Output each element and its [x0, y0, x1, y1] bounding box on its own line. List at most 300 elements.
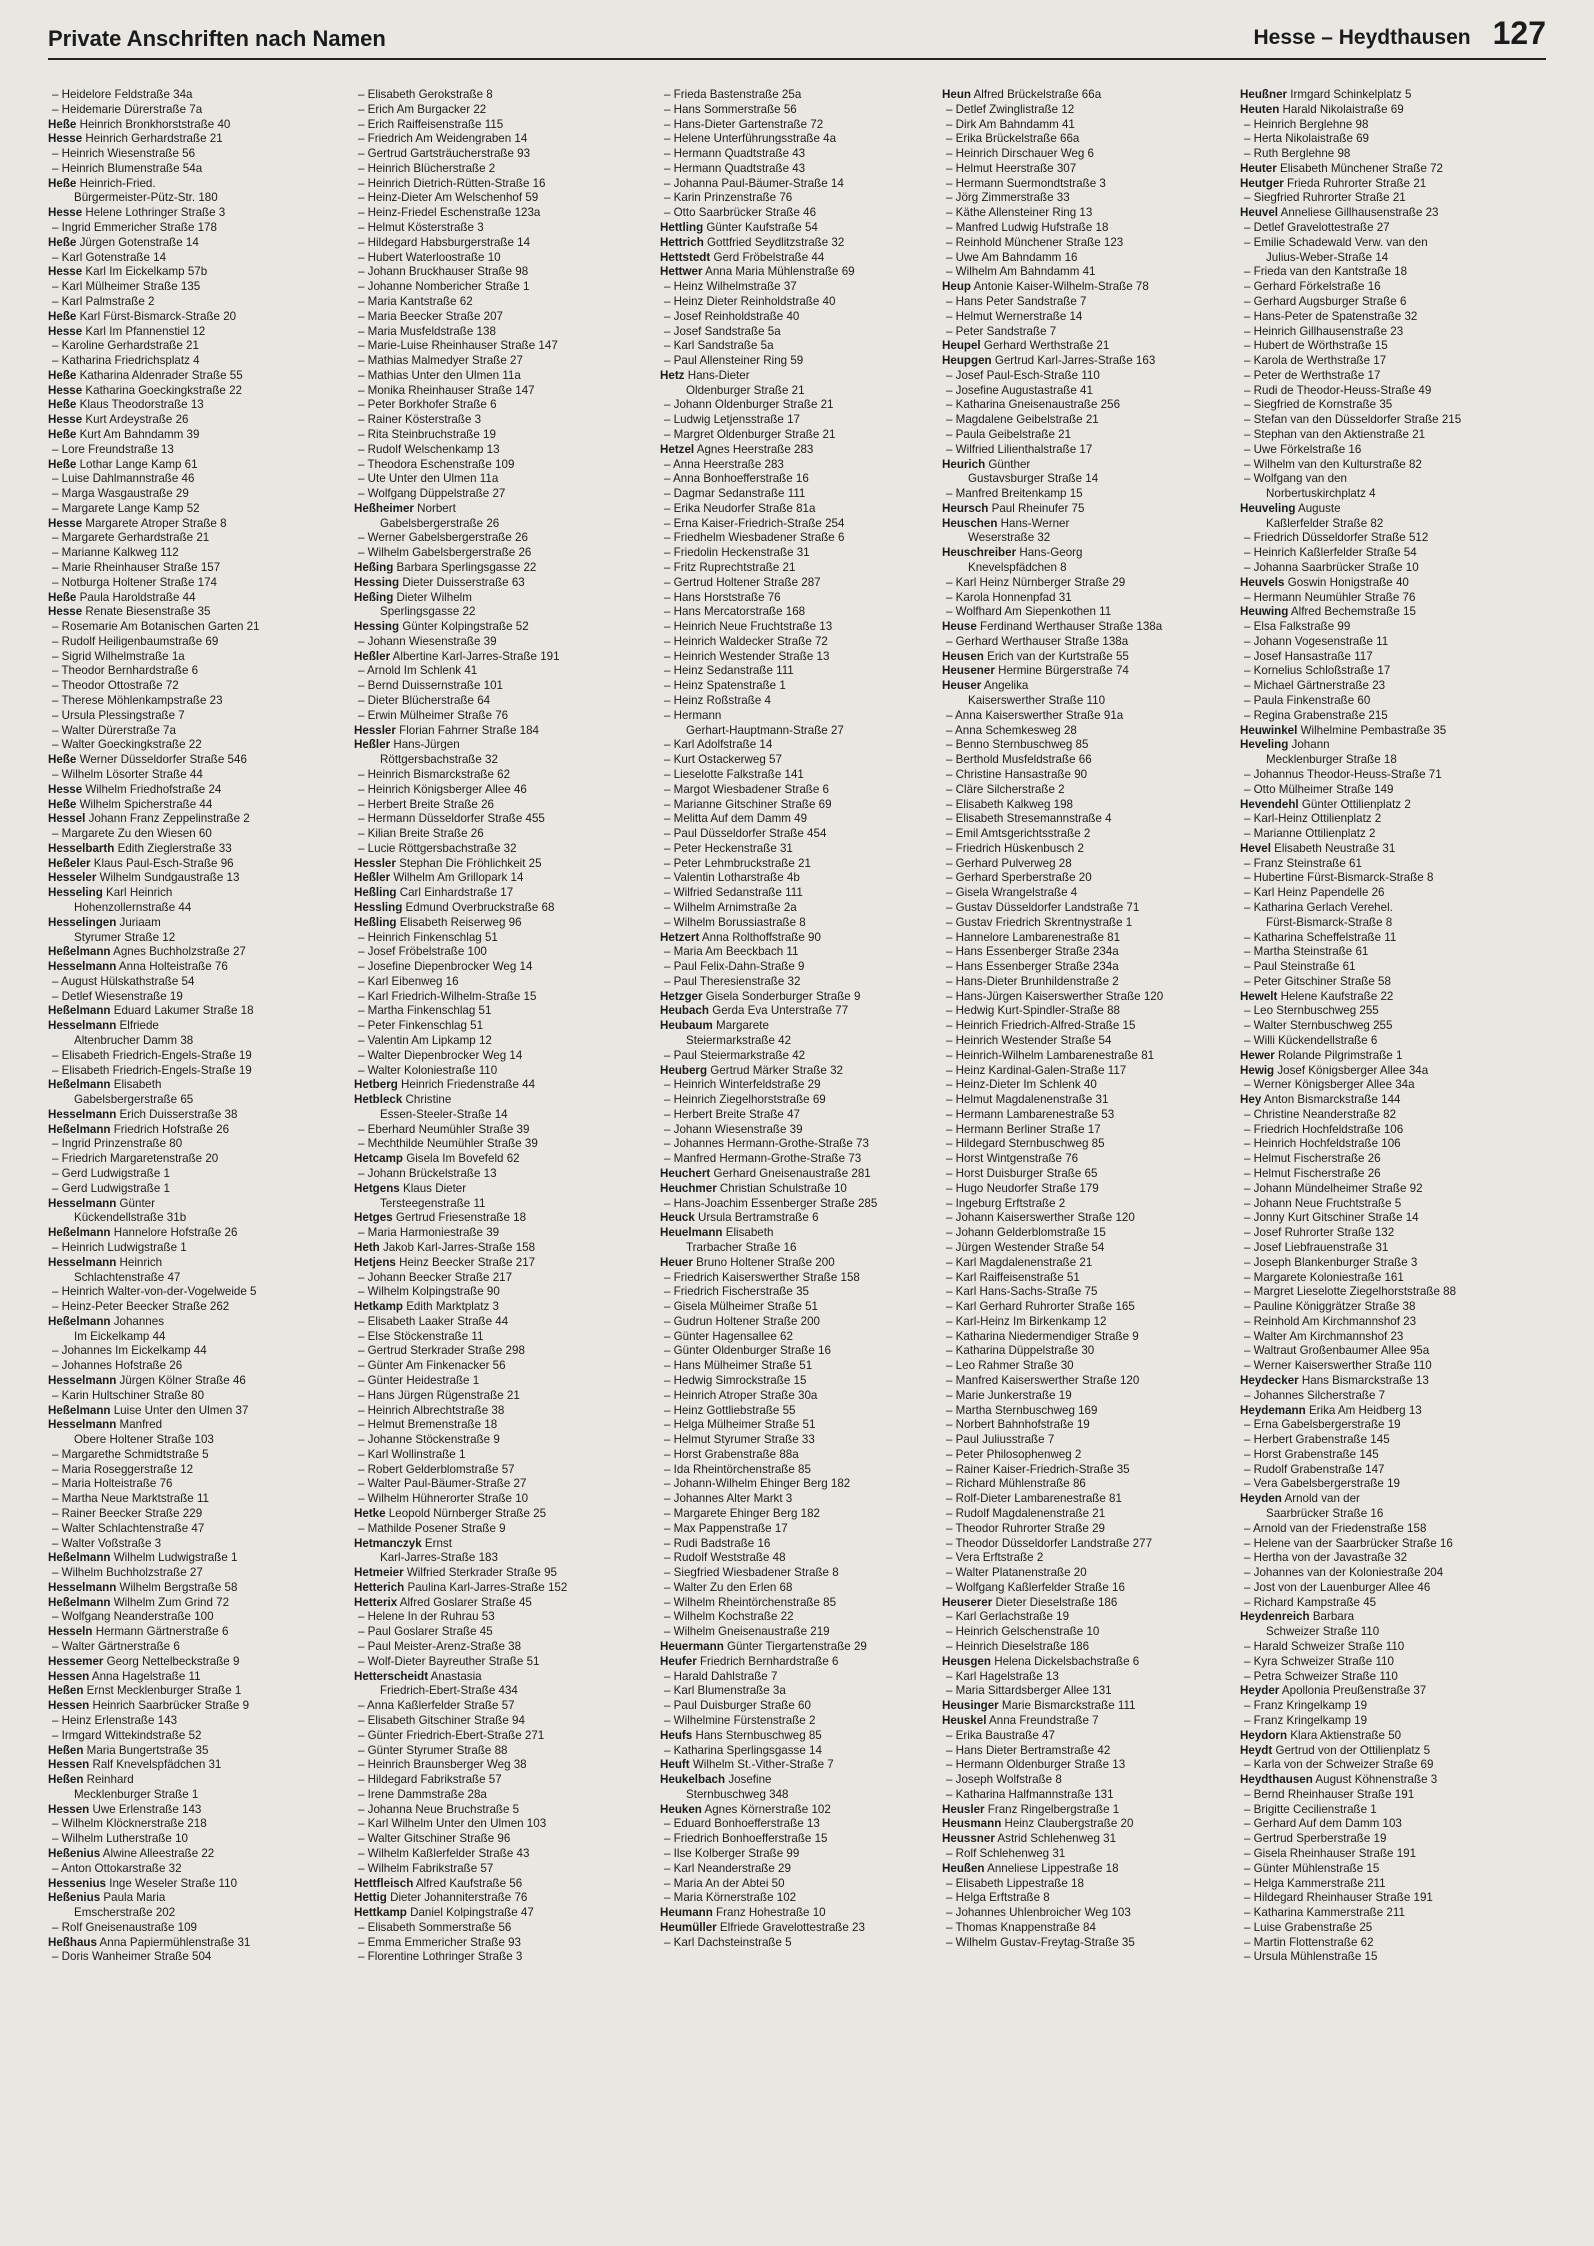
listing-entry: – Heinrich Berglehne 98	[1244, 117, 1369, 131]
listing-entry: – Theodora Eschenstraße 109	[358, 457, 515, 471]
surname: Hesse	[48, 782, 83, 796]
listing-entry: Hetkamp Edith Marktplatz 3	[354, 1300, 499, 1314]
listing-entry: – Josefine Augustastraße 41	[946, 383, 1093, 397]
surname: Heußen	[942, 1861, 985, 1875]
listing-entry: – Elisabeth Gitschiner Straße 94	[358, 1713, 525, 1727]
listing-entry: – Hans-Jürgen Kaiserswerther Straße 120	[946, 989, 1164, 1003]
listing-entry: Oldenburger Straße 21	[686, 383, 805, 397]
listing-entry: Gustavsburger Straße 14	[968, 472, 1099, 486]
listing-entry: – Ingrid Prinzenstraße 80	[52, 1137, 183, 1151]
listing-entry: – Margot Wiesbadener Straße 6	[664, 782, 829, 796]
listing-entry: – Uwe Am Bahndamm 16	[946, 250, 1078, 264]
listing-entry: – Wilfried Lilienthalstraße 17	[946, 442, 1093, 456]
listing-entry: Hesselingen Juriaam	[48, 915, 161, 929]
listing-entry: – Karl Wilhelm Unter den Ulmen 103	[358, 1817, 547, 1831]
page-header	[48, 14, 1546, 60]
listing-entry: Hesse Heinrich Gerhardstraße 21	[48, 132, 223, 146]
listing-entry: – Martha Finkenschlag 51	[358, 1004, 492, 1018]
listing-entry: – Helmut Wernerstraße 14	[946, 309, 1083, 323]
listing-entry: – Magdalene Geibelstraße 21	[946, 413, 1099, 427]
listing-entry: Trarbacher Straße 16	[686, 1240, 797, 1254]
surname: Hettrich	[660, 235, 704, 249]
listing-entry: – Heinrich Winterfeldstraße 29	[664, 1078, 821, 1092]
listing-entry: Hey Anton Bismarckstraße 144	[1240, 1093, 1401, 1107]
listing-entry: – Valentin Am Lipkamp 12	[358, 1034, 492, 1047]
listing-entry: Hettstedt Gerd Fröbelstraße 44	[660, 250, 825, 264]
listing-entry: – Detlef Wiesenstraße 19	[52, 989, 183, 1003]
surname: Heufer	[660, 1654, 697, 1668]
listing-entry: Heydorn Klara Aktienstraße 50	[1240, 1728, 1402, 1742]
listing-entry: – Karl Mülheimer Straße 135	[52, 280, 201, 294]
surname: Heussner	[942, 1832, 995, 1846]
listing-entry: – Peter Finkenschlag 51	[358, 1019, 484, 1033]
listing-entry: – Karl Eibenweg 16	[358, 974, 459, 988]
listing-entry: – Elisabeth Lippestraße 18	[946, 1876, 1084, 1890]
listing-entry: – Anna Kaßlerfelder Straße 57	[358, 1699, 515, 1713]
listing-entry: – Karin Prinzenstraße 76	[664, 191, 793, 205]
listing-entry: – Margarete Gerhardstraße 21	[52, 531, 210, 545]
surname: Heßelmann	[48, 1226, 111, 1240]
listing-entry: Steiermarkstraße 42	[686, 1034, 792, 1047]
surname: Hesse	[48, 605, 83, 619]
surname: Heßen	[48, 1773, 84, 1787]
listing-entry: Hesselmann Manfred	[48, 1418, 163, 1432]
listing-entry: – Heinz Wilhelmstraße 37	[664, 280, 797, 294]
listing-entry: Schlachtenstraße 47	[74, 1270, 181, 1284]
listing-entry: – Gerhard Förkelstraße 16	[1244, 280, 1381, 294]
surname: Heße	[48, 797, 77, 811]
surname: Heydorn	[1240, 1728, 1288, 1742]
page-number: 127	[1492, 15, 1546, 51]
listing-entry: – Florentine Lothringer Straße 3	[358, 1950, 523, 1964]
listing-entry: – Karl-Heinz Ottilienplatz 2	[1244, 812, 1382, 826]
listing-entry: Hesseling Karl Heinrich	[48, 886, 173, 900]
listing-entry: – Heidemarie Dürerstraße 7a	[52, 102, 203, 116]
listing-entry: – Katharina Friedrichsplatz 4	[52, 354, 200, 368]
surname: Heuserer	[942, 1595, 993, 1609]
listing-entry: – Kyra Schweizer Straße 110	[1244, 1654, 1394, 1668]
listing-entry: Hetberg Heinrich Friedenstraße 44	[354, 1078, 536, 1092]
listing-entry: Heuse Ferdinand Werthauser Straße 138a	[942, 620, 1163, 634]
listing-entry: – Günter Styrumer Straße 88	[358, 1743, 508, 1757]
listing-entry: Heufer Friedrich Bernhardstraße 6	[660, 1654, 839, 1668]
listing-entry: – Heinrich Dieselstraße 186	[946, 1640, 1090, 1654]
surname: Heßelmann	[48, 945, 111, 959]
listing-entry: – Leo Sternbuschweg 255	[1244, 1004, 1379, 1018]
listing-entry: Hetterich Paulina Karl-Jarres-Straße 152	[354, 1580, 568, 1594]
listing-entry: – Walter Diepenbrocker Weg 14	[358, 1048, 523, 1062]
column-5	[1240, 88, 1522, 1965]
listing-entry: – Rainer Kösterstraße 3	[358, 413, 482, 427]
listing-entry: – Elisabeth Friedrich-Engels-Straße 19	[52, 1048, 252, 1062]
listing-entry: – Walter Sternbuschweg 255	[1244, 1019, 1393, 1033]
surname: Heursch	[942, 501, 989, 515]
listing-entry: – Eduard Bonhoefferstraße 13	[664, 1817, 820, 1831]
listing-entry: – Martha Steinstraße 61	[1244, 945, 1369, 959]
listing-entry: Heßling Carl Einhardstraße 17	[354, 886, 514, 900]
listing-entry: – Vera Erftstraße 2	[946, 1551, 1044, 1565]
listing-entry: Hesse Renate Biesenstraße 35	[48, 605, 211, 619]
listing-entry: – Martha Sternbuschweg 169	[946, 1403, 1098, 1417]
listing-entry: – Hubert Waterloostraße 10	[358, 250, 501, 264]
listing-entry: – Wolfgang van den	[1244, 472, 1347, 486]
listing-entry: – Katharina Scheffelstraße 11	[1244, 930, 1397, 944]
listing-entry: – Johannes Im Eickelkamp 44	[52, 1344, 207, 1358]
surname: Hessing	[354, 620, 400, 634]
listing-entry: Heydemann Erika Am Heidberg 13	[1240, 1403, 1422, 1417]
listing-entry: – Josef Reinholdstraße 40	[664, 309, 800, 323]
surname: Heydt	[1240, 1743, 1273, 1757]
listing-entry: – Walter Goeckingkstraße 22	[52, 738, 202, 752]
surname: Heße	[48, 309, 77, 323]
surname: Hesselmann	[48, 960, 117, 974]
listing-entry: – Karl Adolfstraße 14	[664, 738, 773, 752]
listing-entry: – Maria Harmoniestraße 39	[358, 1226, 500, 1240]
listing-entry: – Johann Vogesenstraße 11	[1244, 634, 1389, 648]
listing-entry: – Horst Wintgenstraße 76	[946, 1152, 1079, 1166]
listing-entry: – Theodor Ruhrorter Straße 29	[946, 1521, 1105, 1535]
listing-entry: – Lieselotte Falkstraße 141	[664, 767, 804, 781]
listing-entry: – Eberhard Neumühler Straße 39	[358, 1122, 530, 1136]
surname: Heße	[48, 176, 77, 190]
listing-entry: – Johann Beecker Straße 217	[358, 1270, 513, 1284]
listing-entry: – Hedwig Simrockstraße 15	[664, 1373, 807, 1387]
surname: Heßelmann	[48, 1551, 111, 1565]
listing-entry: – Karl Friedrich-Wilhelm-Straße 15	[358, 989, 537, 1003]
listing-entry: – Franz Steinstraße 61	[1244, 856, 1362, 870]
listing-entry: – Karl Dachsteinstraße 5	[664, 1935, 792, 1949]
listing-entry: – Wilhelm Kolpingstraße 90	[358, 1285, 500, 1299]
listing-entry: Heyden Arnold van der	[1240, 1492, 1360, 1506]
listing-entry: Heßelmann Eduard Lakumer Straße 18	[48, 1004, 254, 1018]
surname: Hetterich	[354, 1580, 405, 1594]
listing-entry: Heße Paula Haroldstraße 44	[48, 590, 196, 604]
listing-entry: – Leo Rahmer Straße 30	[946, 1359, 1074, 1373]
listing-entry: – Johannes van der Koloniestraße 204	[1244, 1566, 1444, 1580]
listing-entry: Heßelmann Agnes Buchholzstraße 27	[48, 945, 246, 959]
surname: Heuwing	[1240, 605, 1289, 619]
surname: Heusinger	[942, 1699, 999, 1713]
surname: Hetges	[354, 1211, 393, 1225]
listing-entry: – Johannus Theodor-Heuss-Straße 71	[1244, 767, 1442, 781]
listing-entry: Hesse Karl Im Pfannenstiel 12	[48, 324, 206, 338]
listing-entry: Hewig Josef Königsberger Allee 34a	[1240, 1063, 1429, 1077]
surname: Heßelmann	[48, 1122, 111, 1136]
listing-entry: Heußen Anneliese Lippestraße 18	[942, 1861, 1119, 1875]
listing-entry: Weserstraße 32	[968, 531, 1051, 545]
listing-entry: Hessen Uwe Erlenstraße 143	[48, 1802, 202, 1816]
listing-entry: – Gerhard Auf dem Damm 103	[1244, 1817, 1402, 1831]
listing-entry: – Heinrich Neue Fruchtstraße 13	[664, 620, 833, 634]
listing-entry: Heuwing Alfred Bechemstraße 15	[1240, 605, 1416, 619]
listing-entry: – Margret Lieselotte Ziegelhorststraße 88	[1244, 1285, 1457, 1299]
listing-entry: – Heinrich-Wilhelm Lambarenestraße 81	[946, 1048, 1155, 1062]
listing-entry: – Hans-Joachim Essenberger Straße 285	[664, 1196, 878, 1210]
surname: Heubaum	[660, 1019, 713, 1033]
listing-entry: Hetterscheidt Anastasia	[354, 1669, 482, 1683]
surname: Heßler	[354, 649, 391, 663]
listing-entry: Emscherstraße 202	[74, 1906, 176, 1920]
listing-entry: Bürgermeister-Pütz-Str. 180	[74, 191, 218, 205]
listing-entry: Heuskel Anna Freundstraße 7	[942, 1713, 1099, 1727]
listing-entry: – Hertha von der Javastraße 32	[1244, 1551, 1408, 1565]
listing-entry: – Emilie Schadewald Verw. van den	[1244, 235, 1428, 249]
listing-entry: – Regina Grabenstraße 215	[1244, 708, 1388, 722]
surname: Hetjens	[354, 1255, 396, 1269]
listing-entry: – Erika Brückelstraße 66a	[946, 132, 1080, 146]
surname: Hesse	[48, 324, 83, 338]
surname: Heße	[48, 368, 77, 382]
listing-entry: – Heinrich Walter-von-der-Vogelweide 5	[52, 1285, 257, 1299]
column-3	[660, 88, 942, 1950]
listing-entry: Hettig Dieter Johanniterstraße 76	[354, 1891, 528, 1905]
listing-entry: – Karl Gotenstraße 14	[52, 250, 167, 264]
surname: Hesseler	[48, 871, 97, 885]
listing-entry: – Irene Dammstraße 28a	[358, 1787, 487, 1801]
listing-entry: – Heinz-Dieter Am Welschenhof 59	[358, 191, 539, 205]
listing-entry: Hesse Wilhelm Friedhofstraße 24	[48, 782, 222, 796]
listing-entry: Heydt Gertrud von der Ottilienplatz 5	[1240, 1743, 1431, 1757]
listing-entry: – Helene Unterführungsstraße 4a	[664, 132, 837, 146]
listing-entry: – Maria Roseggerstraße 12	[52, 1462, 194, 1476]
listing-entry: – Elisabeth Stresemannstraße 4	[946, 812, 1112, 826]
listing-entry: – Franz Kringelkamp 19	[1244, 1699, 1368, 1713]
listing-entry: Heusinger Marie Bismarckstraße 111	[942, 1699, 1136, 1713]
listing-entry: – Johanna Saarbrücker Straße 10	[1244, 561, 1419, 574]
listing-entry: – Maria Holteistraße 76	[52, 1477, 173, 1491]
listing-entry: – Norbert Bahnhofstraße 19	[946, 1418, 1090, 1432]
listing-entry: – Mechthilde Neumühler Straße 39	[358, 1137, 538, 1151]
surname: Heuck	[660, 1211, 695, 1225]
surname: Heße	[48, 457, 77, 471]
listing-entry: Heupgen Gertrud Karl-Jarres-Straße 163	[942, 354, 1156, 368]
listing-entry: – Hermann Suermondtstraße 3	[946, 176, 1106, 190]
listing-entry: – Paul Meister-Arenz-Straße 38	[358, 1640, 522, 1654]
surname: Heumann	[660, 1906, 713, 1920]
listing-entry: – Arnold Im Schlenk 41	[358, 664, 478, 678]
surname: Heuberg	[660, 1063, 708, 1077]
listing-entry: – Gudrun Holtener Straße 200	[664, 1314, 820, 1328]
surname: Hessing	[354, 575, 400, 589]
listing-entry: Heuken Agnes Körnerstraße 102	[660, 1802, 831, 1816]
listing-entry: – Peter Sandstraße 7	[946, 324, 1057, 338]
surname: Hesseling	[48, 886, 103, 900]
listing-entry: – Paul Theresienstraße 32	[664, 974, 801, 988]
listing-entry: – Gerhard Pulverweg 28	[946, 856, 1072, 870]
surname: Heßler	[354, 738, 391, 752]
listing-entry: – Margarete Koloniestraße 161	[1244, 1270, 1404, 1284]
listing-entry: – Karl Magdalenenstraße 21	[946, 1255, 1093, 1269]
listing-entry: Hettkamp Daniel Kolpingstraße 47	[354, 1906, 534, 1920]
listing-entry: Heßen Ernst Mecklenburger Straße 1	[48, 1684, 242, 1698]
surname: Hevendehl	[1240, 797, 1299, 811]
listing-entry: Heuvel Anneliese Gillhausenstraße 23	[1240, 206, 1439, 220]
listing-entry: – Helga Erftstraße 8	[946, 1891, 1050, 1905]
listing-entry: – Erwin Mülheimer Straße 76	[358, 708, 509, 722]
listing-entry: Heßeler Klaus Paul-Esch-Straße 96	[48, 856, 234, 870]
surname: Hetz	[660, 368, 685, 382]
surname: Hetmanczyk	[354, 1536, 422, 1550]
surname: Heßheimer	[354, 501, 414, 515]
listing-entry: Tersteegenstraße 11	[380, 1196, 486, 1210]
listing-entry: Hesse Margarete Atroper Straße 8	[48, 516, 227, 530]
listing-entry: – Johannes Alter Markt 3	[664, 1492, 793, 1506]
listing-entry: – Heinrich Blücherstraße 2	[358, 161, 496, 175]
listing-entry: – Doris Wanheimer Straße 504	[52, 1950, 212, 1964]
listing-entry: – Friedrich Kaiserswerther Straße 158	[664, 1270, 860, 1284]
listing-entry: – Rita Steinbruchstraße 19	[358, 427, 496, 441]
surname: Hesselmann	[48, 1107, 117, 1121]
surname: Heusener	[942, 664, 995, 678]
listing-entry: – Friedolin Heckenstraße 31	[664, 546, 810, 560]
listing-entry: – Frieda van den Kantstraße 18	[1244, 265, 1408, 279]
listing-entry: – Katharina Gneisenaustraße 256	[946, 398, 1121, 412]
listing-entry: – Johannes Hofstraße 26	[52, 1359, 183, 1373]
listing-entry: – Cläre Silcherstraße 2	[946, 782, 1065, 796]
listing-entry: – Helmut Magdalenenstraße 31	[946, 1093, 1109, 1107]
listing-entry: – Theodor Ottostraße 72	[52, 679, 179, 693]
listing-entry: Hetz Hans-Dieter	[660, 368, 750, 382]
listing-entry: – Heinz-Friedel Eschenstraße 123a	[358, 206, 541, 220]
listing-entry: – Katharina Gerlach Verehel.	[1244, 900, 1393, 914]
surname: Heusen	[942, 649, 984, 663]
surname: Heußner	[1240, 88, 1288, 101]
listing-entry: – Friedrich Düsseldorfer Straße 512	[1244, 531, 1429, 545]
listing-entry: – Hans Essenberger Straße 234a	[946, 945, 1119, 959]
listing-entry: – Walter Platanenstraße 20	[946, 1566, 1087, 1580]
listing-entry: – Gisela Wrangelstraße 4	[946, 886, 1078, 900]
listing-entry: – Friedrich Hochfeldstraße 106	[1244, 1122, 1404, 1136]
listing-entry: Heupel Gerhard Werthstraße 21	[942, 339, 1110, 353]
listing-entry: – Hans Peter Sandstraße 7	[946, 294, 1087, 308]
listing-entry: – Richard Mühlenstraße 86	[946, 1477, 1086, 1491]
column-4	[942, 88, 1224, 1950]
listing-entry: Obere Holtener Straße 103	[74, 1433, 214, 1447]
listing-entry: – Johanne Nombericher Straße 1	[358, 280, 530, 294]
surname: Hettstedt	[660, 250, 711, 264]
listing-entry: Hetgens Klaus Dieter	[354, 1181, 467, 1195]
listing-entry: Hetmanczyk Ernst	[354, 1536, 452, 1550]
surname: Heupel	[942, 339, 981, 353]
surname: Heße	[48, 427, 77, 441]
listing-entry: Julius-Weber-Straße 14	[1266, 250, 1389, 264]
listing-entry: – Günter Oldenburger Straße 16	[664, 1344, 831, 1358]
listing-entry: Heßelmann Friedrich Hofstraße 26	[48, 1122, 230, 1136]
listing-entry: – Hermann Oldenburger Straße 13	[946, 1758, 1126, 1772]
listing-entry: – Wilhelm Kaßlerfelder Straße 43	[358, 1846, 530, 1860]
listing-entry: – Helene In der Ruhrau 53	[358, 1610, 495, 1624]
listing-entry: – Luise Grabenstraße 25	[1244, 1920, 1373, 1934]
listing-entry: Hessing Dieter Duisserstraße 63	[354, 575, 525, 589]
listing-entry: Heuermann Günter Tiergartenstraße 29	[660, 1640, 867, 1654]
listing-entry: Heußner Irmgard Schinkelplatz 5	[1240, 88, 1412, 101]
listing-entry: – Heinz Spatenstraße 1	[664, 679, 786, 693]
listing-entry: – Rolf Gneisenaustraße 109	[52, 1920, 198, 1934]
listing-entry: Hesse Helene Lothringer Straße 3	[48, 206, 226, 220]
name-range: Hesse – Heydthausen	[1253, 26, 1471, 49]
listing-entry: – Gertrud Sterkrader Straße 298	[358, 1344, 525, 1358]
listing-entry: – Rudolf Heiligenbaumstraße 69	[52, 634, 219, 648]
surname: Heurich	[942, 457, 986, 471]
listing-entry: Heße Heinrich-Fried.	[48, 176, 156, 190]
listing-entry: – Manfred Breitenkamp 15	[946, 487, 1083, 501]
listing-entry: – Wilhelm Hühnerorter Straße 10	[358, 1492, 529, 1506]
listing-entry: – Josef Hansastraße 117	[1244, 649, 1373, 663]
listing-entry: – Maria Körnerstraße 102	[664, 1891, 797, 1905]
surname: Hettling	[660, 221, 704, 235]
surname: Hesselmann	[48, 1196, 117, 1210]
listing-entry: – Hildegard Habsburgerstraße 14	[358, 235, 531, 249]
listing-entry: – Heinrich Gillhausenstraße 23	[1244, 324, 1404, 338]
listing-entry: – Paul Steiermarkstraße 42	[664, 1048, 806, 1062]
listing-entry: – Benno Sternbuschweg 85	[946, 738, 1089, 752]
listing-entry: – Hans Essenberger Straße 234a	[946, 960, 1119, 974]
listing-entry: – Walter Am Kirchmannshof 23	[1244, 1329, 1404, 1343]
surname: Heße	[48, 753, 77, 767]
listing-entry: – Karl Wollinstraße 1	[358, 1447, 466, 1461]
listing-entry: Kaßlerfelder Straße 82	[1266, 516, 1384, 530]
listing-entry: Hettfleisch Alfred Kaufstraße 56	[354, 1876, 523, 1890]
surname: Heuse	[942, 620, 977, 634]
listing-entry: – Heinz Dieter Reinholdstraße 40	[664, 294, 836, 308]
surname: Hesseln	[48, 1625, 93, 1639]
section-title: Private Anschriften nach Namen	[48, 26, 386, 51]
listing-entry: – Ursula Mühlenstraße 15	[1244, 1950, 1378, 1964]
listing-entry: Heßenius Alwine Alleestraße 22	[48, 1846, 215, 1860]
surname: Heusmann	[942, 1817, 1002, 1831]
listing-entry: – Maria Sittardsberger Allee 131	[946, 1684, 1112, 1698]
listing-entry: Heßelmann Wilhelm Ludwigstraße 1	[48, 1551, 238, 1565]
listing-entry: – Mathias Unter den Ulmen 11a	[358, 368, 521, 382]
listing-entry: – Gustav Düsseldorfer Landstraße 71	[946, 900, 1140, 914]
listing-entry: – Margarete Zu den Wiesen 60	[52, 827, 212, 841]
listing-entry: – Hermann Lambarenestraße 53	[946, 1107, 1115, 1121]
listing-entry: Hessen Heinrich Saarbrücker Straße 9	[48, 1699, 250, 1713]
listing-entry: – Peter Lehmbruckstraße 21	[664, 856, 811, 870]
listing-entry: – Heinrich Westender Straße 13	[664, 649, 830, 663]
listing-entry: Heße Lothar Lange Kamp 61	[48, 457, 198, 471]
listing-entry: – Martin Flottenstraße 62	[1244, 1935, 1374, 1949]
listing-entry: – Karin Hultschiner Straße 80	[52, 1388, 205, 1402]
surname: Heuvel	[1240, 206, 1279, 220]
listing-entry: – Else Stöckenstraße 11	[358, 1329, 484, 1343]
listing-entry: Heusmann Heinz Claubergstraße 20	[942, 1817, 1134, 1831]
listing-entry: – Rolf-Dieter Lambarenestraße 81	[946, 1492, 1122, 1506]
listing-entry: – Karl Gerlachstraße 19	[946, 1610, 1070, 1624]
listing-entry: Heuserer Dieter Dieselstraße 186	[942, 1595, 1118, 1609]
surname: Heßhaus	[48, 1935, 97, 1949]
listing-entry: Hewer Rolande Pilgrimstraße 1	[1240, 1048, 1403, 1062]
listing-entry: – Max Pappenstraße 17	[664, 1521, 788, 1535]
surname: Hesselmann	[48, 1418, 117, 1432]
surname: Heßelmann	[48, 1004, 111, 1018]
listing-entry: – Maria Am Beeckbach 11	[664, 945, 799, 959]
listing-entry: Heuelmann Elisabeth	[660, 1226, 774, 1240]
surname: Heßling	[354, 886, 397, 900]
listing-entry: – Gisela Rheinhauser Straße 191	[1244, 1846, 1417, 1860]
listing-entry: Hesselmann Anna Holteistraße 76	[48, 960, 228, 974]
listing-entry: Heße Heinrich Bronkhorststraße 40	[48, 117, 231, 131]
listing-entry: – Paul Felix-Dahn-Straße 9	[664, 960, 805, 974]
listing-entry: – Hans Dieter Bertramstraße 42	[946, 1743, 1111, 1757]
listing-entry: Hevendehl Günter Ottilienplatz 2	[1240, 797, 1411, 811]
surname: Heßelmann	[48, 1403, 111, 1417]
surname: Heuvels	[1240, 575, 1285, 589]
listing-entry: Sternbuschweg 348	[686, 1787, 789, 1801]
listing-entry: – Helga Mülheimer Straße 51	[664, 1418, 816, 1432]
listing-entry: Heße Werner Düsseldorfer Straße 546	[48, 753, 247, 767]
listing-entry: – Michael Gärtnerstraße 23	[1244, 679, 1386, 693]
